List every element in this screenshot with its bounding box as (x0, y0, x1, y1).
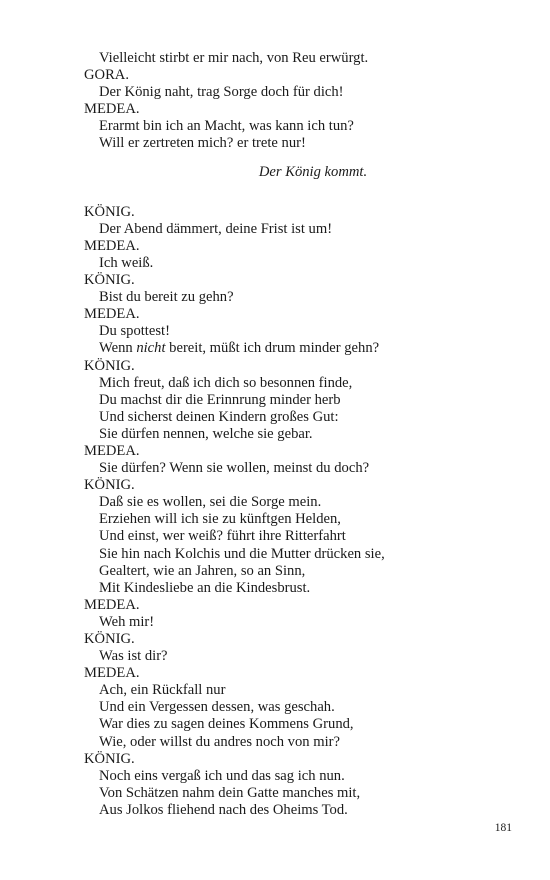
verse-line: Sie hin nach Kolchis und die Mutter drücken sie, (99, 545, 385, 562)
verse-line: Ich weiß. (99, 254, 154, 271)
play-text (84, 50, 504, 819)
verse-line: Sie dürfen nennen, welche sie gebar. (99, 425, 313, 442)
verse-line: Mit Kindesliebe an die Kindesbrust. (99, 579, 311, 596)
verse-line: Wie, oder willst du andres noch von mir? (99, 733, 340, 750)
speaker-koenig: KÖNIG. (84, 750, 135, 767)
verse-line: Sie dürfen? Wenn sie wollen, meinst du doch? (99, 460, 370, 477)
verse-line: Erarmt bin ich an Macht, was kann ich tun? (99, 118, 354, 135)
speaker-gora: GORA. (84, 67, 129, 84)
verse-line: Und ein Vergessen dessen, was geschah. (99, 699, 335, 716)
verse-line: Du machst dir die Erinnrung minder herb (99, 391, 341, 408)
verse-line: Ach, ein Rückfall nur (99, 682, 226, 699)
speaker-medea: MEDEA. (84, 665, 140, 682)
speaker-koenig: KÖNIG. (84, 477, 135, 494)
speaker-koenig: KÖNIG. (84, 272, 135, 289)
verse-line: Von Schätzen nahm dein Gatte manches mit, (99, 784, 361, 801)
verse-line: Und sicherst deinen Kindern großes Gut: (99, 408, 339, 425)
verse-text: Wenn (99, 340, 137, 357)
verse-line: Noch eins vergaß ich und das sag ich nun. (99, 767, 345, 784)
verse-line (84, 340, 504, 357)
verse-line: Aus Jolkos fliehend nach des Oheims Tod. (99, 801, 348, 818)
verse-line: Der König naht, trag Sorge doch für dich! (99, 84, 344, 101)
verse-line: Gealtert, wie an Jahren, so an Sinn, (99, 562, 306, 579)
verse-line: Weh mir! (99, 613, 155, 630)
speaker-koenig: KÖNIG. (84, 357, 135, 374)
speaker-medea: MEDEA. (84, 442, 140, 459)
verse-line: Der Abend dämmert, deine Frist ist um! (99, 220, 333, 237)
verse-text: bereit, müßt ich drum minder gehn? (165, 340, 380, 357)
emphasis-text: nicht (136, 340, 166, 357)
verse-line: Erziehen will ich sie zu künftgen Helden, (99, 511, 341, 528)
verse-line: Daß sie es wollen, sei die Sorge mein. (99, 494, 322, 511)
verse-line: Bist du bereit zu gehn? (99, 289, 234, 306)
verse-line: Will er zertreten mich? er trete nur! (99, 135, 306, 152)
page-number: 181 (494, 822, 512, 834)
speaker-medea: MEDEA. (84, 237, 140, 254)
verse-line: Mich freut, daß ich dich so besonnen finde, (99, 374, 353, 391)
speaker-koenig: KÖNIG. (84, 631, 135, 647)
speaker-koenig: KÖNIG. (84, 203, 135, 220)
verse-line: Vielleicht stirbt er mir nach, von Reu erwürgt. (99, 50, 369, 66)
verse-line: Was ist dir? (99, 648, 168, 665)
speaker-medea: MEDEA. (84, 101, 140, 118)
verse-line: Und einst, wer weiß? führt ihre Ritterfahrt (99, 528, 346, 545)
verse-line: War dies zu sagen deines Kommens Grund, (99, 716, 354, 733)
verse-line: Du spottest! (99, 323, 170, 340)
stage-direction: Der König kommt. (258, 163, 368, 180)
speaker-medea: MEDEA. (84, 596, 140, 613)
speaker-medea: MEDEA. (84, 306, 140, 323)
